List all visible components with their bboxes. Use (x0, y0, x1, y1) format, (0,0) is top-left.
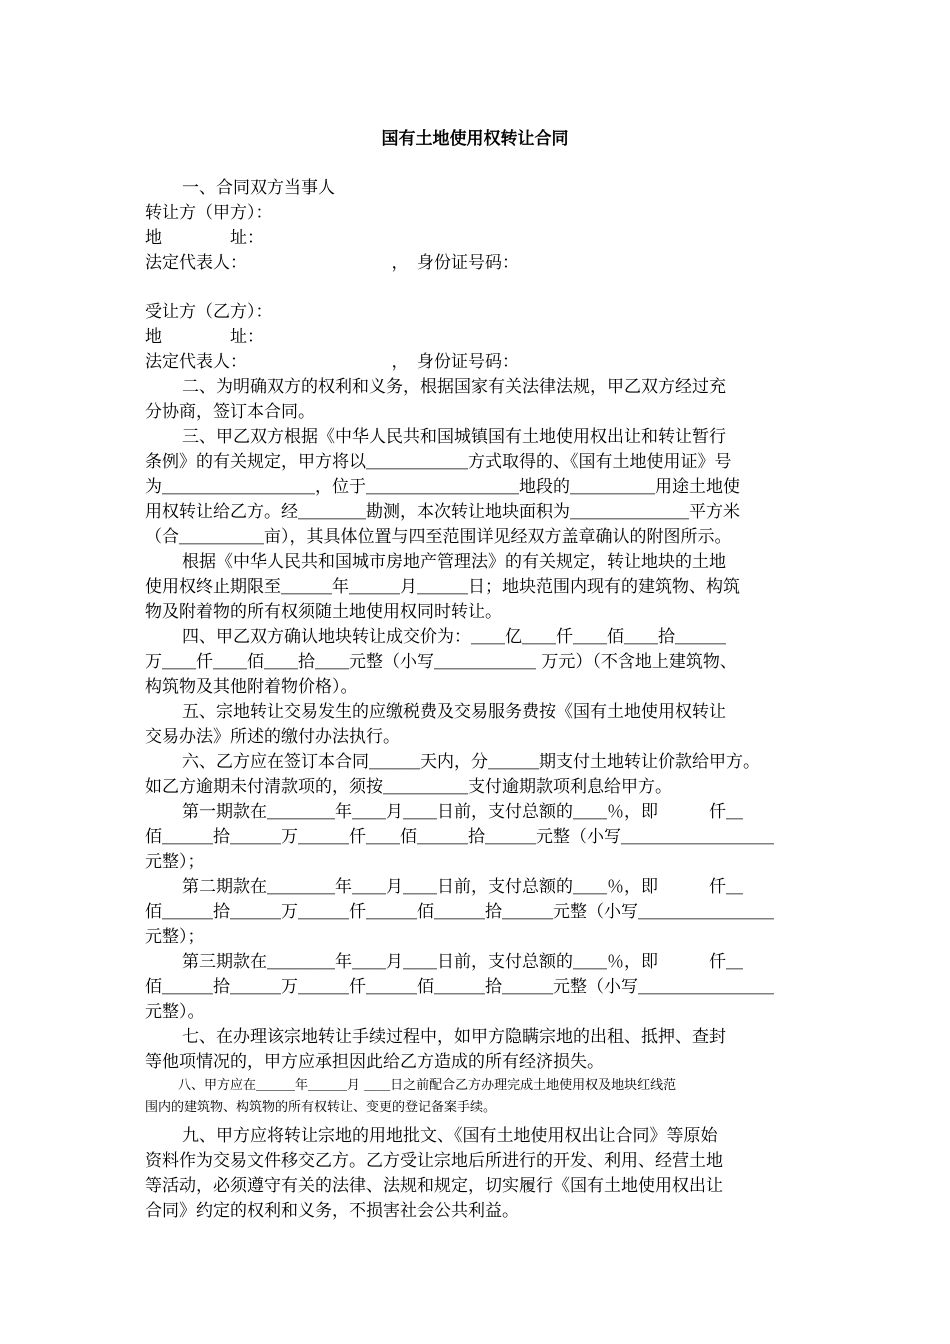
paragraph-line: （合＿＿＿＿＿亩），其具体位置与四至范围详见经双方盖章确认的附图所示。 (145, 527, 732, 547)
paragraph-line: 为＿＿＿＿＿＿＿＿＿，位于＿＿＿＿＿＿＿＿＿地段的＿＿＿＿＿用途土地使 (145, 477, 740, 497)
paragraph-line: 如乙方逾期未付清款项的，须按＿＿＿＿＿支付逾期款项利息给甲方。 (145, 777, 672, 797)
paragraph-line: 四、甲乙双方确认地块转让成交价为：＿＿亿＿＿仟＿＿佰＿＿拾＿＿＿ (182, 627, 726, 647)
paragraph-line: 条例》的有关规定，甲方将以＿＿＿＿＿＿方式取得的、《国有土地使用证》号 (145, 452, 732, 472)
paragraph-line: 七、在办理该宗地转让手续过程中，如甲方隐瞒宗地的出租、抵押、查封 (182, 1027, 726, 1047)
paragraph-line: 五、宗地转让交易发生的应缴税费及交易服务费按《国有土地使用权转让 (182, 702, 726, 722)
transferor-representative: 法定代表人： ， 身份证号码： (145, 253, 519, 273)
installment-1: 第一期款在＿＿＿＿年＿＿月＿＿日前，支付总额的＿＿％，即 仟＿ (182, 802, 743, 822)
paragraph-line: 根据《中华人民共和国城市房地产管理法》的有关规定，转让地块的土地 (182, 552, 726, 572)
transferee-address: 地 址： (145, 327, 264, 347)
paragraph-line: 交易办法》所述的缴付办法执行。 (145, 727, 400, 747)
transferee-label: 受让方（乙方）： (145, 302, 273, 322)
paragraph-line: 万＿＿仟＿＿佰＿＿拾＿＿元整（小写＿＿＿＿＿＿ 万元）（不含地上建筑物、 (145, 652, 737, 672)
paragraph-line: 分协商，签订本合同。 (145, 402, 315, 422)
paragraph-line: 构筑物及其他附着物价格）。 (145, 677, 358, 697)
paragraph-line: 等他项情况的，甲方应承担因此给乙方造成的所有经济损失。 (145, 1052, 604, 1072)
installment-2: 第二期款在＿＿＿＿年＿＿月＿＿日前，支付总额的＿＿％，即 仟＿ (182, 877, 743, 897)
paragraph-line: 等活动，必须遵守有关的法律、法规和规定，切实履行《国有土地使用权出让 (145, 1176, 723, 1196)
paragraph-line-small: 八、甲方应在＿＿＿年＿＿＿月 ＿＿日之前配合乙方办理完成土地使用权及地块红线范 (178, 1078, 677, 1093)
installment-3: 第三期款在＿＿＿＿年＿＿月＿＿日前，支付总额的＿＿％，即 仟＿ (182, 952, 743, 972)
paragraph-line: 三、甲乙双方根据《中华人民共和国城镇国有土地使用权出让和转让暂行 (182, 427, 726, 447)
installment-3-amount: 佰＿＿＿拾＿＿＿万＿＿＿仟＿＿＿佰＿＿＿拾＿＿＿元整（小写＿＿＿＿＿＿＿＿ (145, 977, 774, 997)
transferor-address: 地 址： (145, 228, 264, 248)
installment-1-amount: 佰＿＿＿拾＿＿＿万＿＿＿仟＿＿佰＿＿＿拾＿＿＿元整（小写＿＿＿＿＿＿＿＿＿ (145, 827, 774, 847)
paragraph-line: 合同》约定的权利和义务，不损害社会公共利益。 (145, 1201, 519, 1221)
installment-3-end: 元整）。 (145, 1002, 205, 1022)
paragraph-line-small: 围内的建筑物、构筑物的所有权转让、变更的登记备案手续。 (145, 1100, 497, 1115)
installment-2-end: 元整）； (145, 927, 205, 947)
paragraph-line: 资料作为交易文件移交乙方。乙方受让宗地后所进行的开发、利用、经营土地 (145, 1151, 723, 1171)
paragraph-line: 使用权终止期限至＿＿＿年＿＿＿月＿＿＿日；地块范围内现有的建筑物、构筑 (145, 577, 740, 597)
paragraph-line: 用权转让给乙方。经＿＿＿＿勘测，本次转让地块面积为＿＿＿＿＿＿＿平方米 (145, 502, 740, 522)
transferee-representative: 法定代表人： ， 身份证号码： (145, 352, 519, 372)
document-title: 国有土地使用权转让合同 (381, 129, 569, 149)
paragraph-line: 六、乙方应在签订本合同＿＿＿天内，分＿＿＿期支付土地转让价款给甲方。 (182, 752, 760, 772)
paragraph-line: 物及附着物的所有权须随土地使用权同时转让。 (145, 602, 502, 622)
paragraph-line: 二、为明确双方的权利和义务，根据国家有关法律法规，甲乙双方经过充 (182, 377, 726, 397)
transferor-label: 转让方（甲方）： (145, 203, 273, 223)
paragraph-line: 九、甲方应将转让宗地的用地批文、《国有土地使用权出让合同》等原始 (182, 1126, 718, 1146)
section-1-heading: 一、合同双方当事人 (182, 178, 335, 198)
installment-2-amount: 佰＿＿＿拾＿＿＿万＿＿＿仟＿＿＿佰＿＿＿拾＿＿＿元整（小写＿＿＿＿＿＿＿＿ (145, 902, 774, 922)
installment-1-end: 元整）； (145, 852, 205, 872)
